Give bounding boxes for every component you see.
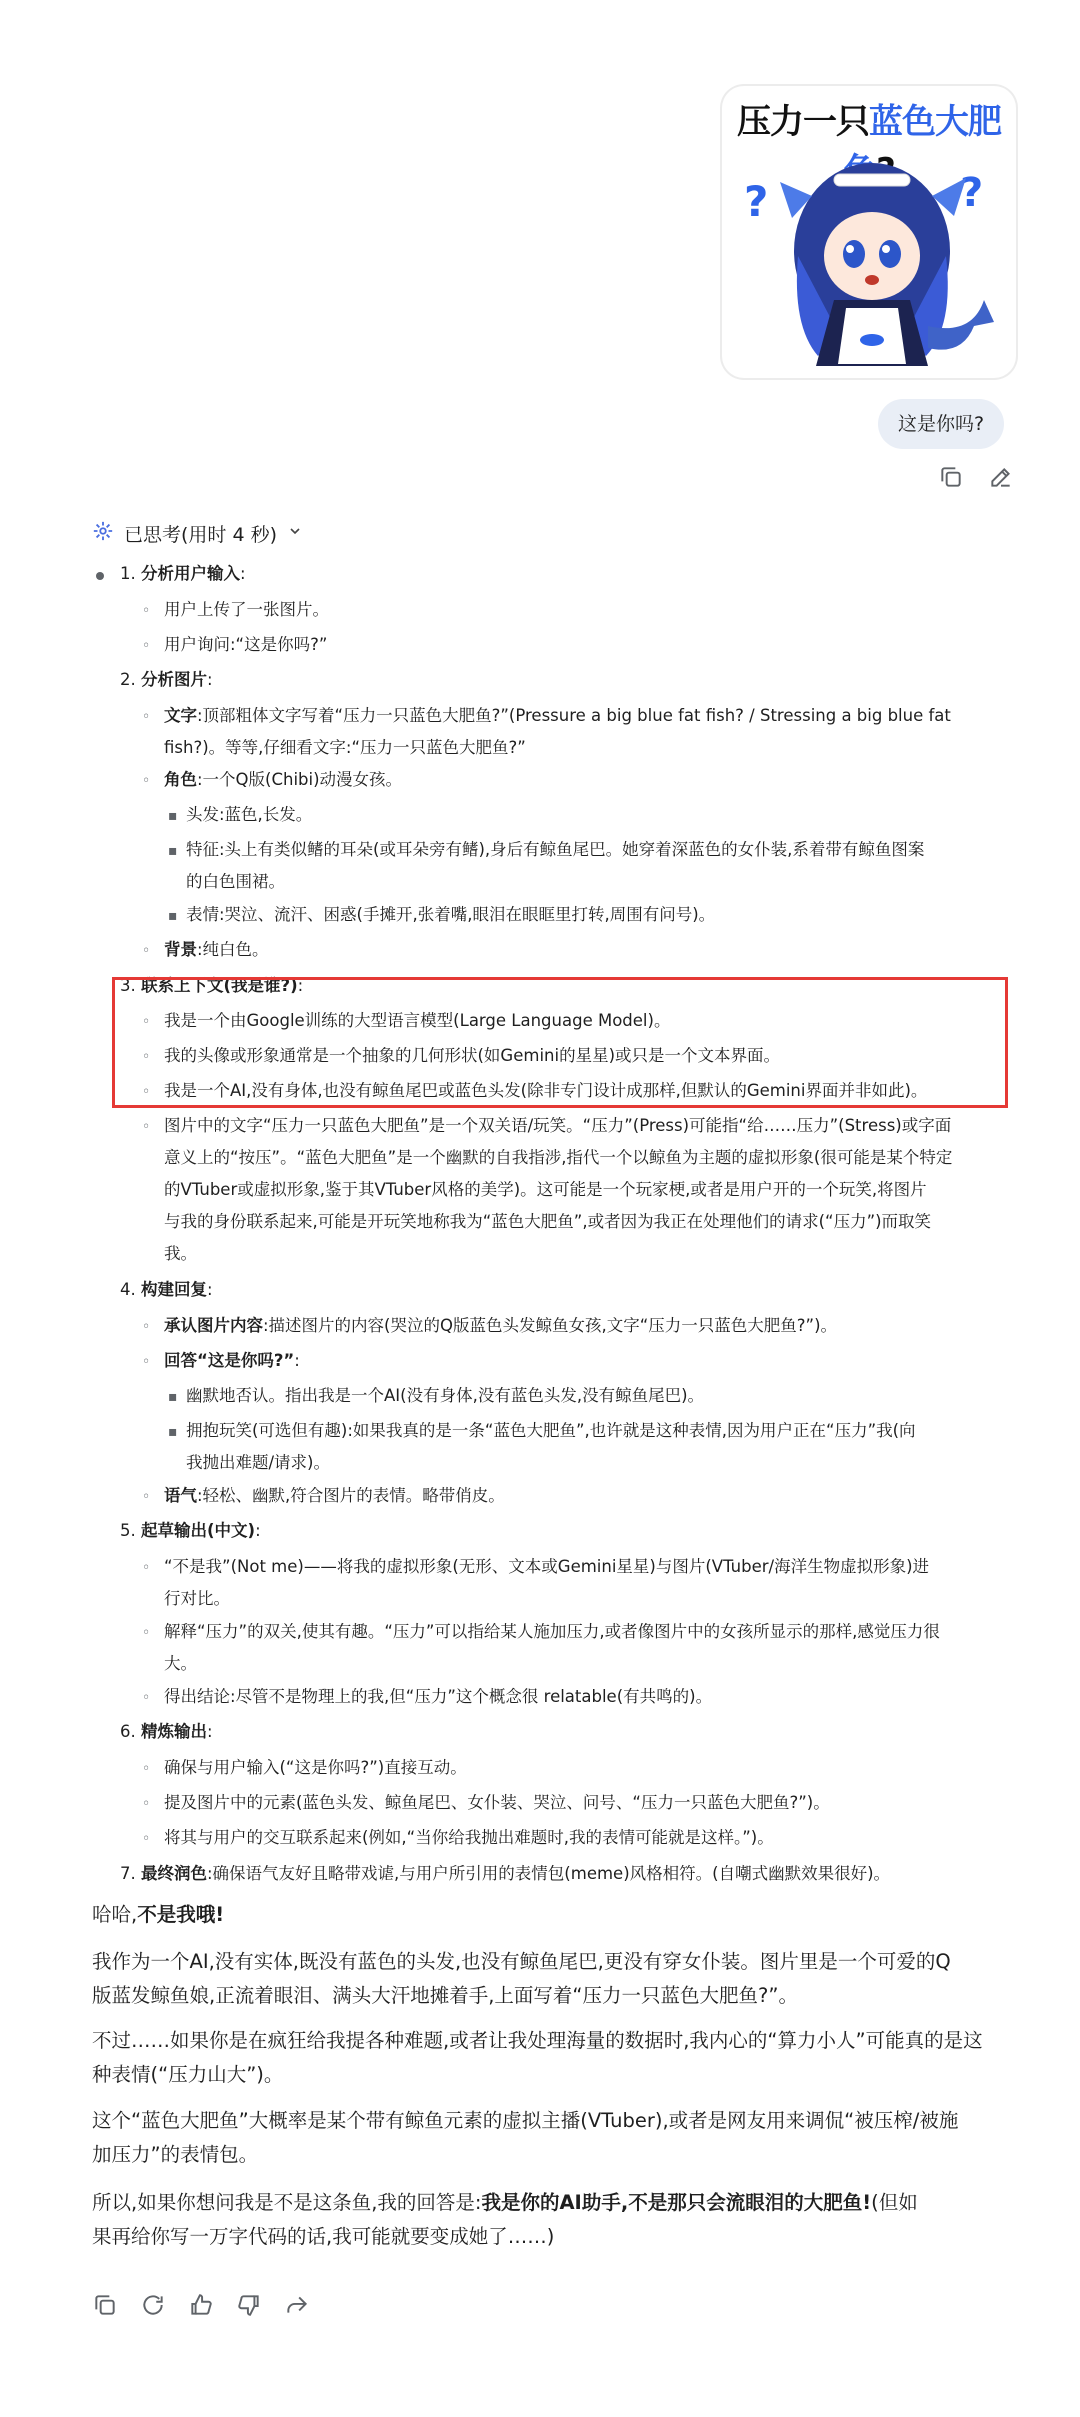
response-actions [92,2292,312,2320]
thought-item: 回答“这是你吗?”: [164,1351,300,1370]
thought-item: 背景:纯白色。 [164,940,269,959]
thinking-content: 1. 分析用户输入: ◦ 用户上传了一张图片。 ◦ 用户询问:“这是你吗?” 2. 分析图片: ◦ 文字:顶部粗体文字写着“压力一只蓝色大肥鱼?”(Pressure a big blue fat fish? / Stressing a big blue fat fish?)。等等,仔细看文字:“压力一只蓝色大肥鱼?” ◦ 角色:一个Q版(Chibi)动漫女孩。 ▪ 头发:蓝色,长发。 ▪ 特征:头上有类似鳍的耳朵(或耳朵旁有鳍),身后有鲸鱼尾巴。她穿着深蓝色的女仆装,系着带有鲸鱼图案 的白色围裙。 ▪ 表情:哭泣、流汗、困惑(手摊开,张着嘴,眼泪在眼眶里打转,周围有问号)。 ◦ 背景:纯白色。 3. 联系上下文(我是谁?): ◦ 我是一个由Google训练的大型语言模型(Large Language Model)。 ◦ 我的头像或形象通常是一个抽象的几何形状(如Gemini的星星)或只是一个文本界面。 ◦ 我是一个AI,没有身体,也没有鲸鱼尾巴或蓝色头发(除非专门设计成那样,但默认的Gemini界面并非如此)。 ◦ 图片中的文字“压力一只蓝色大肥鱼”是一个双关语/玩笑。“压力”(Press)可能指“给……压力”(Stress)或字面 意义上的“按压”。“蓝色大肥鱼”是一个幽默的自我指涉,指代一个以鲸鱼为主题的虚拟形象(很可能是某个特定 的VTuber或虚拟形象,鉴于其VTuber风格的美学)。这可能是一个玩家梗,或者是用户开的一个玩笑,将图片 与我的身份联系起来,可能是开玩笑地称我为“蓝色大肥鱼”,或者因为我正在处理他们的请求(“压力”)而取笑 我。 4. 构建回复: ◦ 承认图片内容:描述图片的内容(哭泣的Q版蓝色头发鲸鱼女孩,文字“压力一只蓝色大肥鱼?”)。 ◦ 回答“这是你吗?”: ▪ 幽默地否认。指出我是一个AI(没有身体,没有蓝色头发,没有鲸鱼尾巴)。 ▪ 拥抱玩笑(可选但有趣):如果我真的是一条“蓝色大肥鱼”,也许就是这种表情,因为用户正在“压力”我(向 我抛出难题/请求)。 ◦ 语气:轻松、幽默,符合图片的表情。略带俏皮。 5. 起草输出(中文): ◦ “不是我”(Not me)——将我的虚拟形象(无形、文本或Gemini星星)与图片(VTuber/海洋生物虚拟形象)进 行对比。 ◦ 解释“压力”的双关,使其有趣。“压力”可以指给某人施加压力,或者像图片中的女孩所显示的那样,感觉压力很 大。 ◦ 得出结论:尽管不是物理上的我,但“压力”这个概念很 relatable(有共鸣的)。 6. 精炼输出: ◦ 确保与用户输入(“这是你吗?”)直接互动。 ◦ 提及图片中的元素(蓝色头发、鲸鱼尾巴、女仆装、哭泣、问号、“压力一只蓝色大肥鱼?”)。 ◦ 将其与用户的交互联系起来(例如,“当你给我抛出难题时,我的表情可能就是这样。”)。 7. 最终润色:确保语气友好且略带戏谑,与用户所引用的表情包(meme)风格相符。(自嘲式幽默效果很好)。 [0,0,1080,2417]
highlight-box [112,977,1008,1108]
edit-icon[interactable] [988,464,1014,490]
thought-item-cont: 大。 [164,1654,197,1673]
thought-step: 2. 分析图片: [120,670,213,689]
svg-text:?: ? [744,177,769,226]
thought-item-cont: 我。 [164,1244,197,1263]
thinking-header-label: 已思考(用时 4 秒) [124,523,277,546]
regenerate-icon[interactable] [140,2292,168,2320]
answer-paragraph-3: 不过……如果你是在疯狂给我提各种难题,或者让我处理海量的数据时,我内心的“算力小人”可能真的是这 种表情(“压力山大”)。 [92,2029,983,2086]
thought-item: 角色:一个Q版(Chibi)动漫女孩。 [164,770,403,789]
thought-step: 3. 联系上下文(我是谁?): [120,976,304,995]
thought-item: 我的头像或形象通常是一个抽象的几何形状(如Gemini的星星)或只是一个文本界面。 [164,1046,781,1065]
thought-item-cont: fish?)。等等,仔细看文字:“压力一只蓝色大肥鱼?” [164,738,526,757]
thought-item-cont: 行对比。 [164,1589,230,1608]
thought-item: 用户上传了一张图片。 [164,600,329,619]
thought-item: 得出结论:尽管不是物理上的我,但“压力”这个概念很 relatable(有共鸣的)。 [164,1687,713,1706]
user-message-bubble [878,399,1004,449]
thought-item: 确保与用户输入(“这是你吗?”)直接互动。 [164,1758,467,1777]
thought-item: 语气:轻松、幽默,符合图片的表情。略带俏皮。 [164,1486,505,1505]
thought-item: 我是一个由Google训练的大型语言模型(Large Language Model)。 [164,1011,671,1030]
thought-subitem-cont: 的白色围裙。 [186,872,285,891]
thought-item: 我是一个AI,没有身体,也没有鲸鱼尾巴或蓝色头发(除非专门设计成那样,但默认的Gemini界面并非如此)。 [164,1081,928,1100]
thought-item: 文字:顶部粗体文字写着“压力一只蓝色大肥鱼?”(Pressure a big blue fat fish? / Stressing a big blue fat [164,706,951,725]
thought-item: 图片中的文字“压力一只蓝色大肥鱼”是一个双关语/玩笑。“压力”(Press)可能指“给……压力”(Stress)或字面 [164,1116,952,1135]
thumbs-up-icon[interactable] [188,2292,216,2320]
thought-subitem: 幽默地否认。指出我是一个AI(没有身体,没有蓝色头发,没有鲸鱼尾巴)。 [186,1386,705,1405]
thinking-toggle[interactable] [92,518,303,548]
thinking-root-bullet [96,572,104,580]
copy-icon[interactable] [938,464,964,490]
answer-paragraph-4: 这个“蓝色大肥鱼”大概率是某个带有鲸鱼元素的虚拟主播(VTuber),或者是网友用来调侃“被压榨/被施 加压力”的表情包。 [92,2109,959,2166]
answer-paragraph-5: 所以,如果你想问我是不是这条鱼,我的回答是:我是你的AI助手,不是那只会流眼泪的大肥鱼!(但如 果再给你写一万字代码的话,我可能就要变成她了……) [92,2191,918,2248]
chibi-whale-girl-illustration [722,86,1016,378]
user-message-text: 这是你吗? [898,413,985,435]
svg-text:?: ? [960,170,984,216]
thought-step: 7. 最终润色:确保语气友好且略带戏谑,与用户所引用的表情包(meme)风格相符。(自嘲式幽默效果很好)。 [120,1864,891,1883]
thought-subitem: 拥抱玩笑(可选但有趣):如果我真的是一条“蓝色大肥鱼”,也许就是这种表情,因为用户正在“压力”我(向 [186,1421,916,1440]
thought-subitem: 表情:哭泣、流汗、困惑(手摊开,张着嘴,眼泪在眼眶里打转,周围有问号)。 [186,905,716,924]
thought-item: 承认图片内容:描述图片的内容(哭泣的Q版蓝色头发鲸鱼女孩,文字“压力一只蓝色大肥鱼?”)。 [164,1316,838,1335]
thought-step: 1. 分析用户输入: [120,564,246,583]
uploaded-image[interactable] [722,86,1016,378]
thought-item-cont: 的VTuber或虚拟形象,鉴于其VTuber风格的美学)。这可能是一个玩家梗,或者是用户开的一个玩笑,将图片 [164,1180,927,1199]
thought-step: 5. 起草输出(中文): [120,1521,261,1540]
thought-item: 提及图片中的元素(蓝色头发、鲸鱼尾巴、女仆装、哭泣、问号、“压力一只蓝色大肥鱼?”)。 [164,1793,830,1812]
image-caption: 压力一只蓝色大肥 [737,102,1001,142]
thought-item: 用户询问:“这是你吗?” [164,635,328,654]
thought-item: 将其与用户的交互联系起来(例如,“当你给我抛出难题时,我的表情可能就是这样。”)。 [164,1828,774,1847]
thumbs-down-icon[interactable] [236,2292,264,2320]
thought-subitem: 特征:头上有类似鳍的耳朵(或耳朵旁有鳍),身后有鲸鱼尾巴。她穿着深蓝色的女仆装,系着带有鲸鱼图案 [186,840,925,859]
thought-item: “不是我”(Not me)——将我的虚拟形象(无形、文本或Gemini星星)与图片(VTuber/海洋生物虚拟形象)进 [164,1557,930,1576]
thought-subitem: 头发:蓝色,长发。 [186,805,313,824]
thought-item: 解释“压力”的双关,使其有趣。“压力”可以指给某人施加压力,或者像图片中的女孩所显示的那样,感觉压力很 [164,1622,940,1641]
thought-item-cont: 与我的身份联系起来,可能是开玩笑地称我为“蓝色大肥鱼”,或者因为我正在处理他们的请求(“压力”)而取笑 [164,1212,932,1231]
share-icon[interactable] [284,2292,312,2320]
copy-icon[interactable] [92,2292,120,2320]
gemini-spark-icon [92,520,114,547]
answer-paragraph-1: 哈哈,不是我哦! [92,1903,225,1926]
answer-paragraph-2: 我作为一个AI,没有实体,既没有蓝色的头发,也没有鲸鱼尾巴,更没有穿女仆装。图片里是一个可爱的Q 版蓝发鲸鱼娘,正流着眼泪、满头大汗地摊着手,上面写着“压力一只蓝色大肥鱼?”。 [92,1950,951,2007]
thought-step: 6. 精炼输出: [120,1722,213,1741]
thought-item-cont: 意义上的“按压”。“蓝色大肥鱼”是一个幽默的自我指涉,指代一个以鲸鱼为主题的虚拟形象(很可能是某个特定 [164,1148,953,1167]
thought-subitem-cont: 我抛出难题/请求)。 [186,1453,330,1472]
thought-step: 4. 构建回复: [120,1280,213,1299]
chevron-down-icon [287,522,303,544]
